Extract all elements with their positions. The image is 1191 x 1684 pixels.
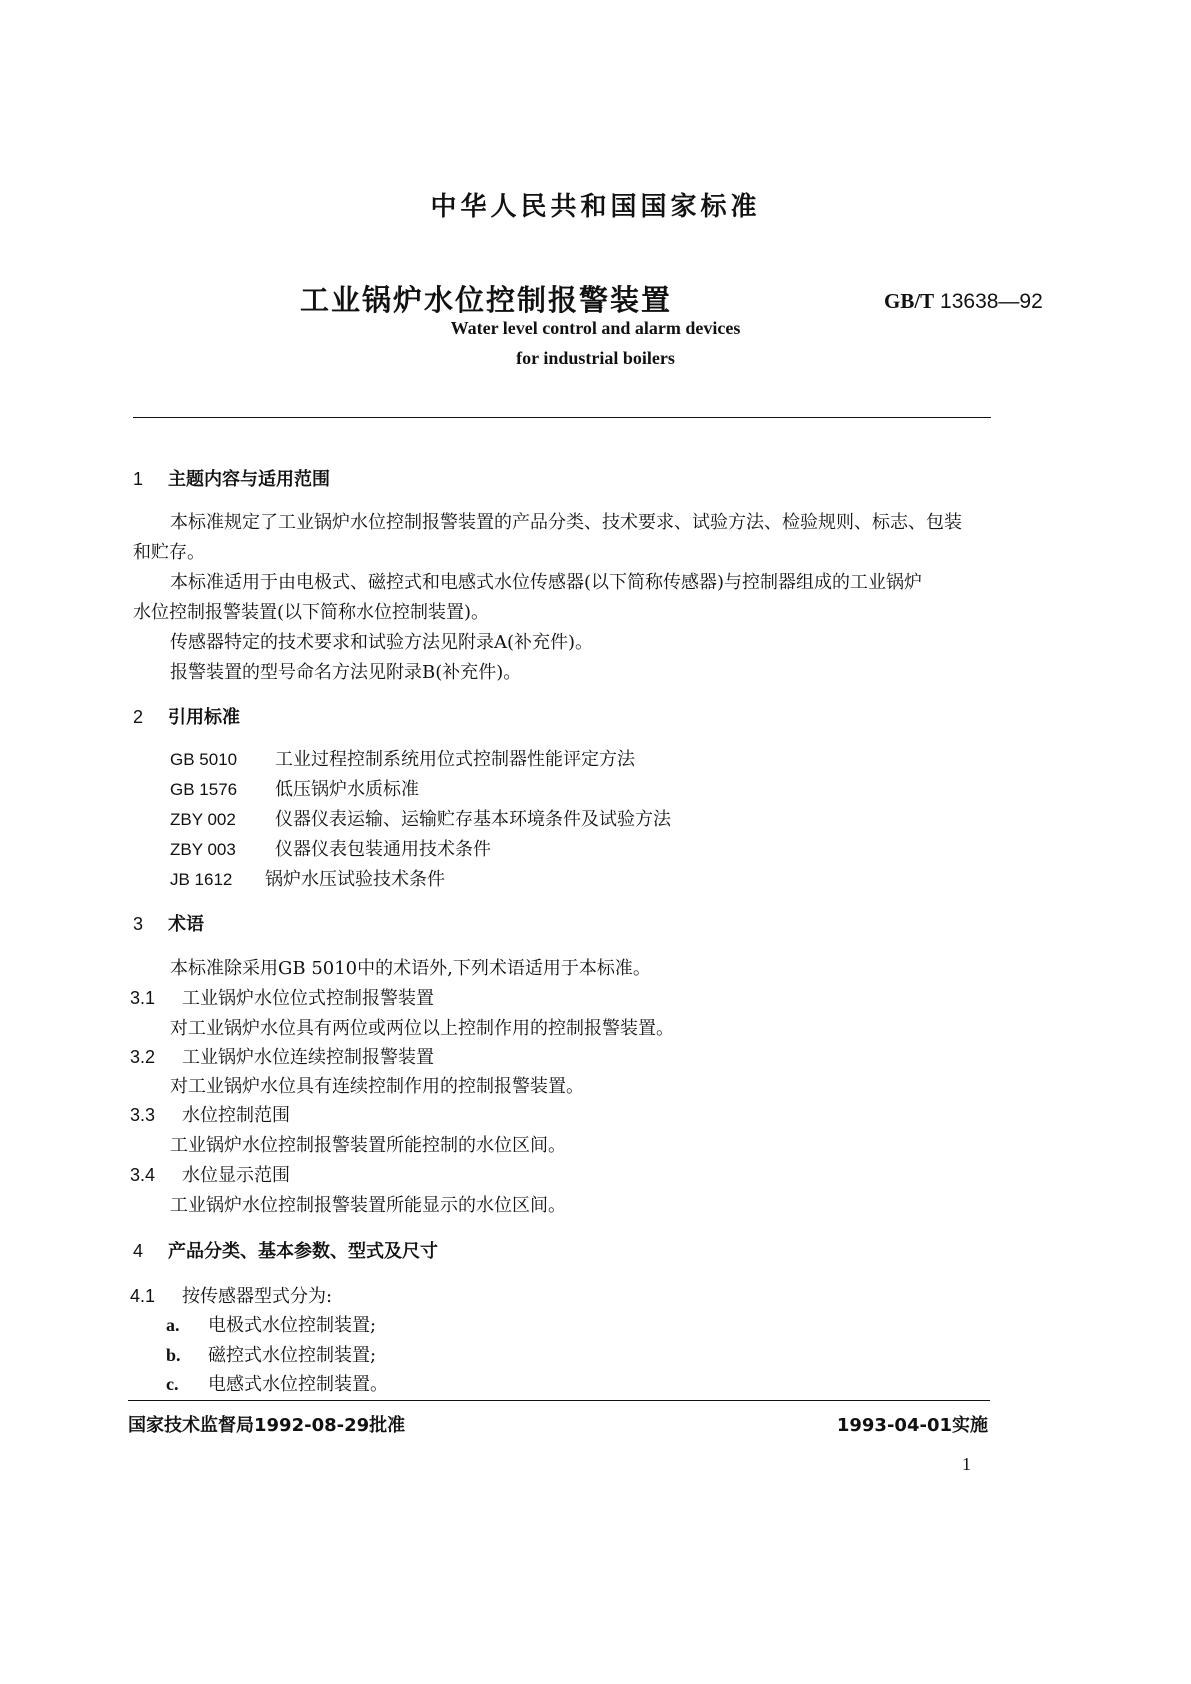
reference-title: 工业过程控制系统用位式控制器性能评定方法: [275, 749, 635, 770]
section-4-heading: [133, 1237, 438, 1263]
reference-code: GB 1576: [170, 780, 238, 799]
section-3-number: 3: [133, 914, 144, 934]
term-definition: 对工业锅炉水位具有连续控制作用的控制报警装置。: [170, 1076, 584, 1097]
reference-code: ZBY 003: [170, 840, 236, 859]
list-item: [166, 1341, 376, 1367]
standard-prefix: GB/T: [884, 289, 935, 313]
list-item-text: 电极式水位控制装置;: [208, 1315, 377, 1336]
reference-item: [170, 805, 671, 831]
reference-code: JB 1612: [170, 870, 233, 889]
section-1-number: 1: [133, 469, 144, 489]
reference-code: GB 5010: [170, 750, 238, 769]
footer-rule: [128, 1400, 990, 1401]
term-heading: [130, 1043, 434, 1069]
term-name: 水位显示范围: [182, 1165, 290, 1186]
section-3-heading: [133, 910, 204, 936]
section-3-intro: 本标准除采用GB 5010中的术语外,下列术语适用于本标准。: [170, 958, 651, 979]
term-heading: [130, 1101, 290, 1127]
section-1-heading: [133, 465, 330, 491]
term-number: 3.2: [130, 1047, 156, 1067]
term-definition: 工业锅炉水位控制报警装置所能控制的水位区间。: [170, 1135, 566, 1156]
list-item-letter: b.: [166, 1345, 181, 1365]
implementation-date: 1993-04-01实施: [836, 1415, 988, 1436]
term-number: 3.3: [130, 1105, 156, 1125]
section-1-p1-line2: 和贮存。: [133, 542, 205, 563]
standard-number: [884, 289, 1043, 314]
list-item: [166, 1370, 388, 1396]
document-title-cn: 工业锅炉水位控制报警装置: [300, 283, 673, 317]
document-title-en-line1: Water level control and alarm devices: [450, 318, 741, 338]
subsection-4-1: [130, 1282, 332, 1308]
list-item-text: 电感式水位控制装置。: [208, 1374, 388, 1395]
national-standard-heading: 中华人民共和国国家标准: [430, 192, 761, 222]
term-number: 3.1: [130, 988, 156, 1008]
section-1-title: 主题内容与适用范围: [168, 469, 330, 490]
subsection-number: 4.1: [130, 1286, 156, 1306]
reference-item: [170, 835, 491, 861]
approval-date: 国家技术监督局1992-08-29批准: [128, 1415, 406, 1436]
section-1-p4: 报警装置的型号命名方法见附录B(补充件)。: [170, 662, 522, 683]
term-heading: [130, 1161, 290, 1187]
page-number: 1: [962, 1454, 971, 1474]
list-item-text: 磁控式水位控制装置;: [208, 1345, 377, 1366]
term-definition: 工业锅炉水位控制报警装置所能显示的水位区间。: [170, 1195, 566, 1216]
section-2-number: 2: [133, 707, 144, 727]
term-name: 水位控制范围: [182, 1105, 290, 1126]
reference-item: [170, 745, 635, 771]
list-item: [166, 1311, 376, 1337]
standard-code: 13638—92: [940, 290, 1043, 313]
reference-item: [170, 775, 419, 801]
section-3-title: 术语: [168, 914, 204, 935]
section-1-p1-line1: 本标准规定了工业锅炉水位控制报警装置的产品分类、技术要求、试验方法、检验规则、标志、包装: [170, 512, 962, 533]
term-definition: 对工业锅炉水位具有两位或两位以上控制作用的控制报警装置。: [170, 1018, 674, 1039]
reference-title: 低压锅炉水质标准: [275, 779, 419, 800]
list-item-letter: c.: [166, 1374, 179, 1394]
section-4-number: 4: [133, 1241, 144, 1261]
term-name: 工业锅炉水位位式控制报警装置: [182, 988, 434, 1009]
term-heading: [130, 984, 434, 1010]
term-name: 工业锅炉水位连续控制报警装置: [182, 1047, 434, 1068]
section-4-title: 产品分类、基本参数、型式及尺寸: [168, 1241, 438, 1262]
section-1-p3: 传感器特定的技术要求和试验方法见附录A(补充件)。: [170, 632, 594, 653]
reference-code: ZBY 002: [170, 810, 236, 829]
list-item-letter: a.: [166, 1315, 180, 1335]
section-1-p2-line2: 水位控制报警装置(以下简称水位控制装置)。: [133, 602, 490, 623]
header-rule: [133, 417, 991, 418]
reference-title: 锅炉水压试验技术条件: [265, 869, 445, 890]
reference-title: 仪器仪表运输、运输贮存基本环境条件及试验方法: [275, 809, 671, 830]
section-1-p2-line1: 本标准适用于由电极式、磁控式和电感式水位传感器(以下简称传感器)与控制器组成的工业锅炉: [170, 572, 923, 593]
section-2-heading: [133, 703, 240, 729]
document-title-en-line2: for industrial boilers: [516, 348, 675, 368]
section-2-title: 引用标准: [168, 707, 240, 728]
subsection-text: 按传感器型式分为:: [182, 1286, 333, 1307]
reference-title: 仪器仪表包装通用技术条件: [275, 839, 491, 860]
term-number: 3.4: [130, 1165, 156, 1185]
reference-item: [170, 865, 445, 891]
